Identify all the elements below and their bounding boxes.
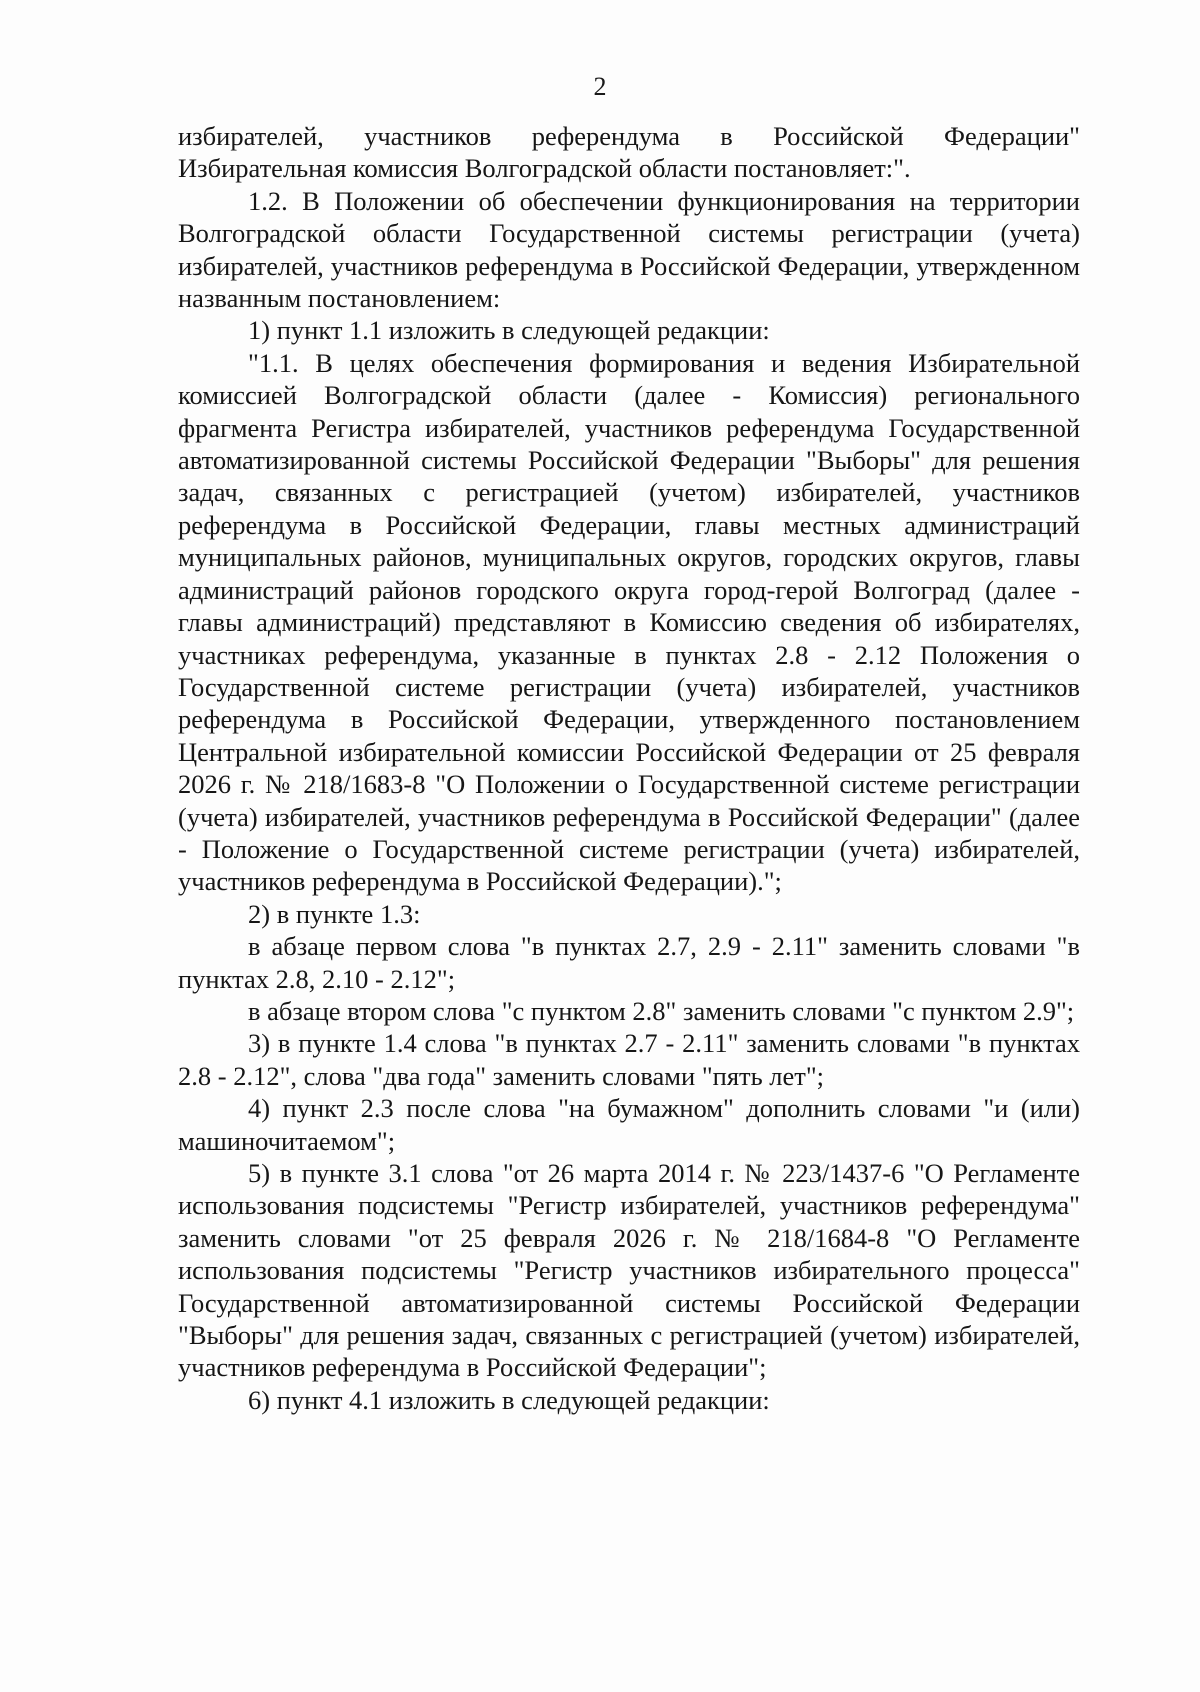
paragraph: 4) пункт 2.3 после слова "на бумажном" дополнить словами "и (или) машиночитаемом";	[178, 1093, 1080, 1156]
paragraph: 1.2. В Положении об обеспечении функционирования на территории Волгоградской области Государственной системы регистрации (учета) избирателей, участников референдума в Российской Федерации, утвержденном названным постановлением:	[178, 185, 1080, 314]
paragraph: в абзаце первом слова "в пунктах 2.7, 2.9 - 2.11" заменить словами "в пунктах 2.8, 2.10 - 2.12";	[178, 931, 1080, 994]
paragraph: 2) в пункте 1.3:	[248, 898, 421, 929]
paragraph: 5) в пункте 3.1 слова "от 26 марта 2014 г. № 223/1437-6 "О Регламенте использования подсистемы "Регистр избирателей, участников референдума" заменить словами "от 25 февраля 2026 г. № 218/1684-8 "О Регламенте использования подсистемы "Регистр участников избирательного процесса" Государственной автоматизированной системы Российской Федерации "Выборы" для решения задач, связанных с регистрацией (учетом) избирателей, участников референдума в Российской Федерации";	[178, 1158, 1080, 1383]
paragraph: 6) пункт 4.1 изложить в следующей редакции:	[248, 1384, 770, 1415]
paragraph: 1) пункт 1.1 изложить в следующей редакции:	[248, 315, 770, 346]
document-body	[178, 120, 1080, 1416]
paragraph: избирателей, участников референдума в Российской Федерации" Избирательная комиссия Волгоградской области постановляет:".	[178, 121, 1080, 184]
page-number: 2	[593, 72, 607, 101]
paragraph: 3) в пункте 1.4 слова "в пунктах 2.7 - 2.11" заменить словами "в пунктах 2.8 - 2.12", слова "два года" заменить словами "пять лет";	[178, 1028, 1080, 1091]
paragraph: "1.1. В целях обеспечения формирования и ведения Избирательной комиссией Волгоградской области (далее - Комиссия) регионального фрагмента Регистра избирателей, участников референдума Государственной автоматизированной системы Российской Федерации "Выборы" для решения задач, связанных с регистрацией (учетом) избирателей, участников референдума в Российской Федерации, главы местных администраций муниципальных районов, муниципальных округов, городских округов, главы администраций районов городского округа город-герой Волгоград (далее - главы администраций) представляют в Комиссию сведения об избирателях, участниках референдума, указанные в пунктах 2.8 - 2.12 Положения о Государственной системе регистрации (учета) избирателей, участников референдума в Российской Федерации, утвержденного постановлением Центральной избирательной комиссии Российской Федерации от 25 февраля 2026 г. № 218/1683-8 "О Положении о Государственной системе регистрации (учета) избирателей, участников референдума в Российской Федерации" (далее - Положение о Государственной системе регистрации (учета) избирателей, участников референдума в Российской Федерации).";	[178, 347, 1080, 897]
paragraph: в абзаце втором слова "с пунктом 2.8" заменить словами "с пунктом 2.9";	[248, 995, 1075, 1026]
